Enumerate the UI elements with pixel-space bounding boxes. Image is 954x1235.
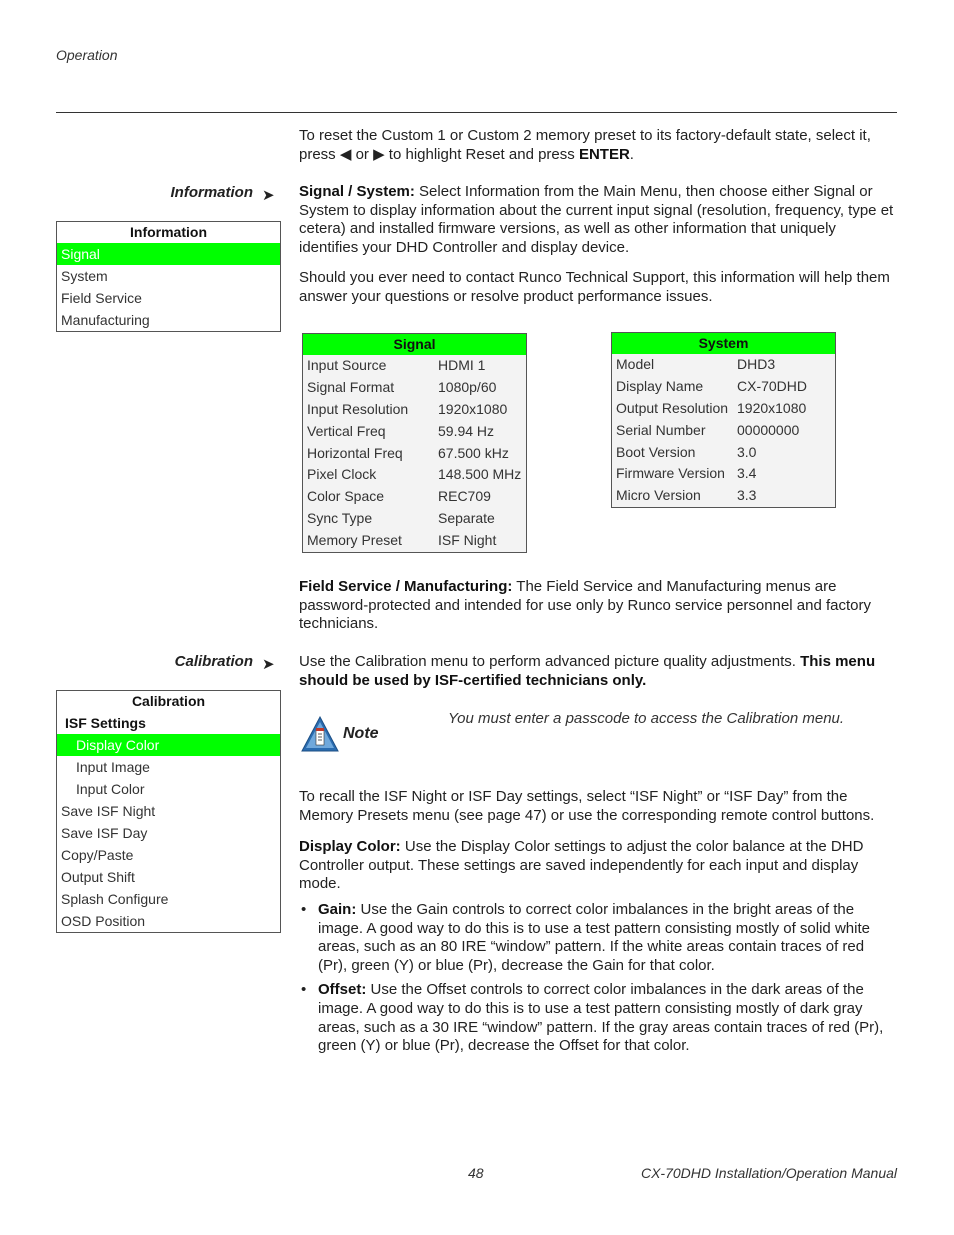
system-table-row [612, 463, 835, 485]
note-text: You must enter a passcode to access the Calibration menu. [448, 710, 845, 727]
signal-table-row [303, 443, 526, 465]
signal-table [302, 333, 527, 553]
signal-table-row-value: 59.94 Hz [438, 422, 495, 439]
system-table-row-label: Display Name [616, 377, 704, 394]
signal-system-lead: Signal / System: [299, 183, 415, 200]
signal-table-row [303, 486, 526, 508]
recall-paragraph: To recall the ISF Night or ISF Day settings, select “ISF Night” or “ISF Day” from the Memory Presets menu (see page 47) or use the corresponding remote control buttons. [299, 788, 875, 824]
right-arrow-icon: ▶ [373, 145, 385, 163]
system-table-row [612, 354, 835, 376]
calibration-menu-group-isf-settings: ISF Settings [65, 715, 146, 731]
signal-table-row [303, 508, 526, 530]
system-table-row-value: 3.4 [737, 465, 757, 482]
signal-table-row-label: Input Source [307, 357, 387, 373]
signal-table-row-value: REC709 [438, 488, 491, 505]
calibration-menu-item-splash-configure[interactable]: Splash Configure [61, 891, 169, 907]
left-arrow-icon: ◀ [339, 145, 352, 163]
calibration-warning: This menu should be used by ISF-certified technicians only. [299, 653, 876, 689]
page-number: 48 [468, 1165, 484, 1181]
bullet-dot: • [301, 901, 307, 918]
bullet-gain-text: Use the Gain controls to correct color imbalances in the bright areas of the image. A good way to do this is to use a test pattern consisting mostly of solid white areas, such as an 80 IRE “window” pattern. If the white areas contain traces of red (Pr), green (Y) or blue (Pr), decrease the Gain for that color. [318, 901, 870, 974]
calibration-menu-title: Calibration [131, 693, 206, 709]
calibration-menu-item-osd-position[interactable]: OSD Position [61, 913, 146, 929]
system-table-row-label: Serial Number [616, 421, 706, 438]
information-menu-item-field-service[interactable]: Field Service [61, 290, 142, 306]
calibration-paragraph [299, 653, 897, 690]
support-paragraph: Should you ever need to contact Runco Technical Support, this information will help them answer your questions or resolve product performance issues. [299, 269, 890, 305]
system-table-row-value: DHD3 [737, 356, 776, 372]
calibration-menu-item-save-isf-day[interactable]: Save ISF Day [61, 825, 148, 841]
manual-title: CX-70DHD Installation/Operation Manual [640, 1165, 897, 1181]
system-table [611, 332, 836, 508]
system-table-body [612, 354, 835, 507]
information-menu-item-manufacturing[interactable]: Manufacturing [61, 312, 150, 328]
system-table-row-label: Output Resolution [616, 399, 729, 416]
field-service-lead: Field Service / Manufacturing: [299, 578, 513, 595]
bullet-offset-text: Use the Offset controls to correct color imbalances in the dark areas of the image. A good way to do this is to use a test pattern consisting mostly of dark gray areas, such as a 30 IRE “window” pattern. If the gray areas contain traces of red (Pr), green (Y) or blue (Pr), decrease the Offset for that color. [318, 981, 884, 1055]
information-heading: Information [170, 184, 253, 201]
system-table-row-label: Micro Version [616, 487, 701, 504]
calibration-heading: Calibration [174, 653, 253, 670]
system-table-row-value: 3.3 [737, 487, 757, 504]
signal-table-body [303, 355, 526, 552]
system-table-row-label: Firmware Version [616, 465, 725, 482]
bullet-gain [299, 901, 897, 975]
field-service-text: The Field Service and Manufacturing menus are password-protected and intended for use only by Runco service personnel and factory technicians. [299, 578, 871, 633]
intro-paragraph [299, 127, 897, 164]
calibration-menu-item-save-isf-night[interactable]: Save ISF Night [61, 803, 156, 819]
note-label: Note [343, 725, 379, 742]
bullet-dot: • [301, 981, 307, 999]
system-table-row [612, 398, 835, 420]
signal-system-text: Select Information from the Main Menu, then choose either Signal or System to display information about the current input signal (resolution, frequency, type et cetera) and installed firmware versions, as well as other information that uniquely identifies your DHD Controller and display device. [299, 183, 894, 256]
calibration-menu-item-input-image[interactable]: Input Image [76, 759, 150, 775]
signal-table-title: Signal [303, 334, 526, 355]
system-table-row-value: 00000000 [737, 421, 800, 438]
signal-table-row-value: ISF Night [438, 532, 497, 549]
signal-table-row-label: Horizontal Freq [307, 444, 403, 461]
information-menu-item-signal[interactable]: Signal [57, 243, 280, 265]
information-menu-item-system[interactable]: System [61, 268, 108, 284]
header-rule [56, 112, 897, 113]
signal-table-row-value: 148.500 MHz [438, 466, 522, 483]
bullet-offset [299, 981, 897, 1055]
system-table-row [612, 376, 835, 398]
calibration-menu-item-input-color[interactable]: Input Color [76, 781, 145, 797]
calibration-heading-arrow-icon: ➤ [262, 656, 275, 673]
system-table-title: System [612, 333, 835, 354]
signal-table-row [303, 421, 526, 443]
signal-table-row [303, 530, 526, 552]
bullet-offset-lead: Offset: [318, 981, 367, 999]
system-table-row-value: CX-70DHD [737, 377, 808, 394]
running-header: Operation [56, 47, 118, 63]
display-color-text: Use the Display Color settings to adjust the color balance at the DHD Controller output. These settings are saved independently for each input and display mode. [299, 838, 864, 893]
system-table-row-label: Model [616, 356, 655, 372]
signal-table-row-value: 1080p/60 [438, 378, 497, 395]
signal-table-row [303, 464, 526, 486]
bullet-list [299, 901, 897, 1062]
display-color-lead: Display Color: [299, 838, 401, 855]
information-menu-title: Information [130, 224, 207, 240]
signal-table-row-label: Color Space [307, 488, 385, 505]
signal-table-row-value: HDMI 1 [438, 357, 486, 373]
signal-table-row-label: Input Resolution [307, 400, 409, 417]
system-table-row [612, 420, 835, 442]
intro-text-before: To reset the Custom 1 or Custom 2 memory preset to its factory-default state, select it, press [299, 127, 871, 163]
signal-table-row-value: 67.500 kHz [438, 444, 509, 461]
intro-text-after: to highlight Reset and press [384, 145, 579, 163]
system-table-row-label: Boot Version [616, 443, 696, 460]
calibration-menu-item-display-color[interactable]: Display Color [57, 734, 280, 756]
calibration-text: Use the Calibration menu to perform advanced picture quality adjustments. [299, 653, 801, 670]
signal-table-row [303, 377, 526, 399]
system-table-row [612, 485, 835, 507]
signal-table-row [303, 355, 526, 377]
calibration-menu-item-copy-paste[interactable]: Copy/Paste [61, 847, 134, 863]
signal-table-row-value: Separate [438, 510, 495, 527]
calibration-menu [56, 690, 281, 933]
signal-table-row-label: Pixel Clock [307, 466, 377, 483]
signal-table-row-label: Memory Preset [307, 532, 402, 549]
display-color-paragraph [299, 838, 897, 894]
signal-table-row-label: Signal Format [307, 378, 395, 395]
signal-table-row-label: Sync Type [307, 510, 373, 527]
bullet-gain-lead: Gain: [318, 901, 357, 918]
information-menu [56, 221, 281, 332]
system-table-row-value: 3.0 [737, 443, 757, 460]
field-service-paragraph [299, 578, 897, 634]
signal-table-row [303, 399, 526, 421]
intro-period: . [629, 145, 634, 163]
intro-or: or [351, 145, 374, 163]
information-heading-arrow-icon: ➤ [262, 187, 275, 204]
system-table-row-value: 1920x1080 [737, 399, 807, 416]
signal-system-paragraph [299, 183, 897, 257]
signal-table-row-value: 1920x1080 [438, 400, 508, 417]
signal-table-row-label: Vertical Freq [307, 422, 386, 439]
enter-key-label: ENTER [578, 145, 630, 163]
system-table-row [612, 442, 835, 464]
note-icon [301, 716, 339, 752]
calibration-menu-item-output-shift[interactable]: Output Shift [61, 869, 135, 885]
